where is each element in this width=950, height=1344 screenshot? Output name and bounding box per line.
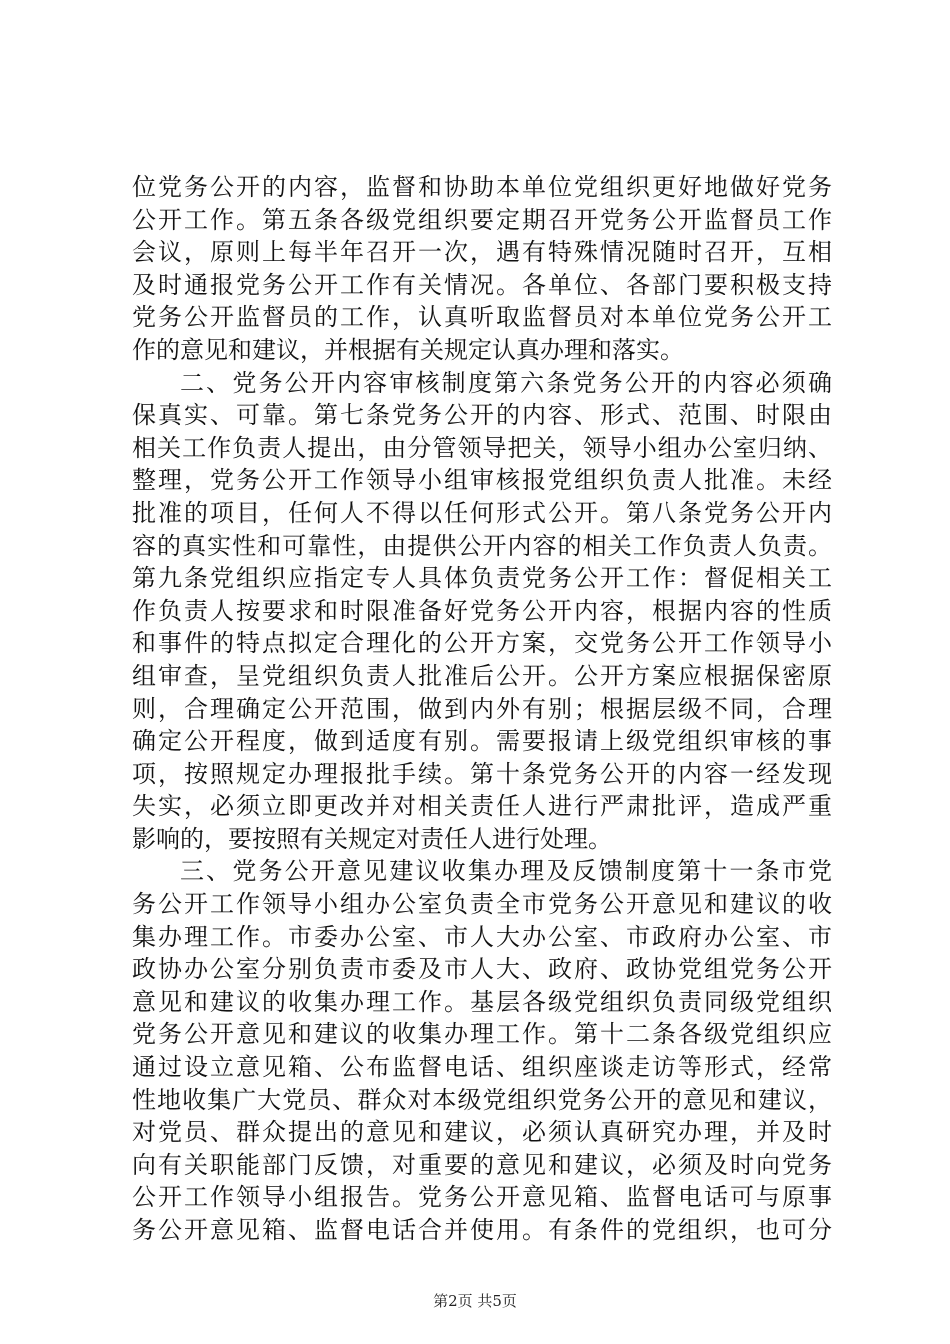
text-line: 批准的项目，任何人不得以任何形式公开。第八条党务公开内: [132, 498, 832, 527]
text-line: 向有关职能部门反馈，对重要的意见和建议，必须及时向党务: [132, 1150, 832, 1179]
text-line: 及时通报党务公开工作有关情况。各单位、各部门要积极支持: [132, 270, 832, 299]
text-line: 二、党务公开内容审核制度第六条党务公开的内容必须确: [180, 368, 832, 397]
document-body: [132, 171, 832, 1247]
text-line: 公开工作。第五条各级党组织要定期召开党务公开监督员工作: [132, 205, 832, 234]
text-line: 第九条党组织应指定专人具体负责党务公开工作：督促相关工: [132, 564, 832, 593]
text-line: 三、党务公开意见建议收集办理及反馈制度第十一条市党: [180, 857, 832, 886]
text-line: 性地收集广大党员、群众对本级党组织党务公开的意见和建议，: [132, 1085, 832, 1114]
text-line: 党务公开监督员的工作，认真听取监督员对本单位党务公开工: [132, 303, 832, 332]
text-line: 容的真实性和可靠性，由提供公开内容的相关工作负责人负责。: [132, 531, 832, 560]
page-footer: 第2页 共5页: [433, 1292, 517, 1310]
text-line: 整理，党务公开工作领导小组审核报党组织负责人批准。未经: [132, 466, 832, 495]
text-line: 组审查，呈党组织负责人批准后公开。公开方案应根据保密原: [132, 661, 832, 690]
text-line: 对党员、群众提出的意见和建议，必须认真研究办理，并及时: [132, 1118, 832, 1147]
text-line: 通过设立意见箱、公布监督电话、组织座谈走访等形式，经常: [132, 1053, 832, 1082]
text-line: 务公开意见箱、监督电话合并使用。有条件的党组织，也可分: [132, 1216, 832, 1244]
text-line: 党务公开意见和建议的收集办理工作。第十二条各级党组织应: [132, 1020, 832, 1049]
text-line: 位党务公开的内容，监督和协助本单位党组织更好地做好党务: [132, 173, 832, 201]
text-line: 保真实、可靠。第七条党务公开的内容、形式、范围、时限由: [132, 401, 832, 430]
text-line: 则，合理确定公开范围，做到内外有别；根据层级不同，合理: [132, 694, 832, 723]
text-line: 影响的，要按照有关规定对责任人进行处理。: [132, 824, 612, 853]
text-line: 相关工作负责人提出，由分管领导把关，领导小组办公室归纳、: [132, 433, 832, 462]
text-line: 政协办公室分别负责市委及市人大、政府、政协党组党务公开: [132, 955, 832, 984]
text-line: 公开工作领导小组报告。党务公开意见箱、监督电话可与原事: [132, 1183, 832, 1212]
text-line: 失实，必须立即更改并对相关责任人进行严肃批评，造成严重: [132, 792, 832, 821]
text-line: 集办理工作。市委办公室、市人大办公室、市政府办公室、市: [132, 922, 832, 951]
text-line: 项，按照规定办理报批手续。第十条党务公开的内容一经发现: [132, 759, 832, 788]
text-line: 意见和建议的收集办理工作。基层各级党组织负责同级党组织: [132, 987, 832, 1016]
text-line: 作的意见和建议，并根据有关规定认真办理和落实。: [132, 335, 684, 364]
text-line: 和事件的特点拟定合理化的公开方案，交党务公开工作领导小: [132, 629, 832, 658]
text-line: 作负责人按要求和时限准备好党务公开内容，根据内容的性质: [132, 596, 832, 625]
text-line: 会议，原则上每半年召开一次，遇有特殊情况随时召开，互相: [132, 238, 832, 267]
text-line: 务公开工作领导小组办公室负责全市党务公开意见和建议的收: [132, 890, 832, 919]
text-line: 确定公开程度，做到适度有别。需要报请上级党组织审核的事: [132, 727, 832, 756]
